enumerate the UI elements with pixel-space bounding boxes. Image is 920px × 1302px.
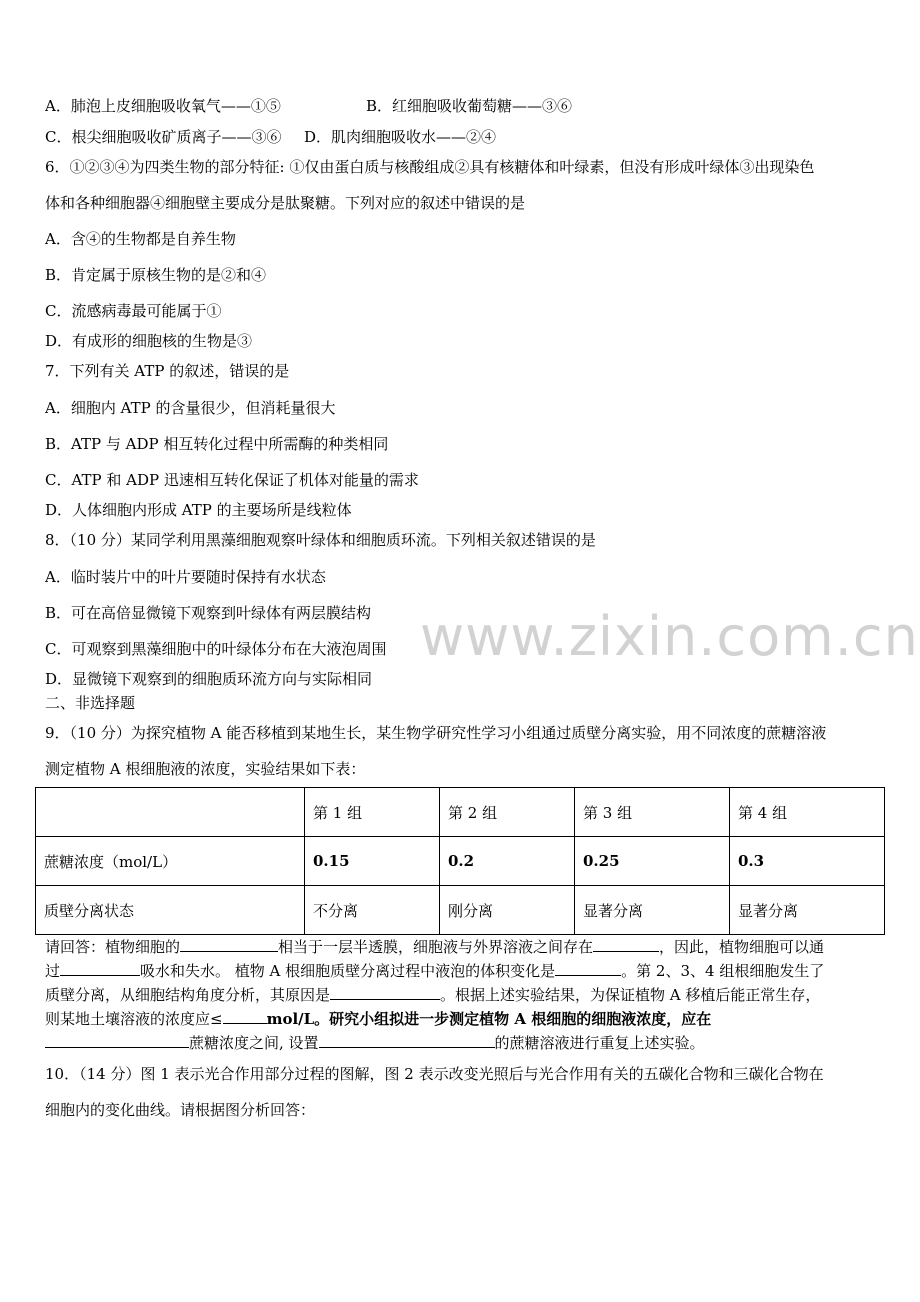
table-cell: 0.25 xyxy=(575,837,730,886)
q5-option-a: A．肺泡上皮细胞吸收氧气——①⑤ xyxy=(45,97,281,115)
section-heading: 二、非选择题 xyxy=(45,694,136,712)
table-cell: 显著分离 xyxy=(730,886,885,935)
q7-option-d: D．人体细胞内形成 ATP 的主要场所是线粒体 xyxy=(45,501,352,519)
answer-blank[interactable] xyxy=(180,937,278,952)
table-header-cell: 第 2 组 xyxy=(440,788,575,837)
q8-option-d: D．显微镜下观察到的细胞质环流方向与实际相同 xyxy=(45,670,373,688)
answer-text: 则某地土壤溶液的浓度应≤ xyxy=(45,1010,223,1028)
watermark: www.zixin.com.cn xyxy=(420,605,919,668)
table-row xyxy=(36,886,885,935)
q9-answer-line2 xyxy=(45,961,824,981)
q9-answer-line3 xyxy=(45,985,820,1005)
q6-option-d: D．有成形的细胞核的生物是③ xyxy=(45,332,253,350)
answer-blank[interactable] xyxy=(330,985,440,1000)
q8-option-a: A．临时装片中的叶片要随时保持有水状态 xyxy=(45,568,326,586)
answer-blank[interactable] xyxy=(319,1033,495,1048)
answer-text: mol/L。研究小组拟进一步测定植物 A 根细胞的细胞液浓度，应在 xyxy=(266,1010,712,1028)
table-cell: 显著分离 xyxy=(575,886,730,935)
q7-option-b: B．ATP 与 ADP 相互转化过程中所需酶的种类相同 xyxy=(45,435,389,453)
q7-stem: 7．下列有关 ATP 的叙述，错误的是 xyxy=(45,362,290,380)
answer-blank[interactable] xyxy=(223,1009,267,1024)
table-cell: 0.15 xyxy=(305,837,440,886)
q6-option-b: B．肯定属于原核生物的是②和④ xyxy=(45,266,267,284)
answer-text: ，因此，植物细胞可以通 xyxy=(659,938,825,956)
answer-text: 吸水和失水。 植物 A 根细胞质壁分离过程中液泡的体积变化是 xyxy=(140,962,556,980)
q7-option-a: A．细胞内 ATP 的含量很少，但消耗量很大 xyxy=(45,399,336,417)
q5-option-d: D．肌肉细胞吸收水——②④ xyxy=(304,128,497,146)
answer-text: 相当于一层半透膜，细胞液与外界溶液之间存在 xyxy=(278,938,594,956)
table-cell: 蔗糖浓度（mol/L） xyxy=(36,837,305,886)
answer-blank[interactable] xyxy=(593,937,659,952)
q6-option-a: A．含④的生物都是自养生物 xyxy=(45,230,236,248)
q7-option-c: C．ATP 和 ADP 迅速相互转化保证了机体对能量的需求 xyxy=(45,471,419,489)
answer-text: 的蔗糖溶液进行重复上述实验。 xyxy=(494,1034,705,1052)
table-header-cell: 第 3 组 xyxy=(575,788,730,837)
table-cell: 不分离 xyxy=(305,886,440,935)
q8-option-c: C．可观察到黑藻细胞中的叶绿体分布在大液泡周围 xyxy=(45,640,387,658)
results-table xyxy=(35,787,885,935)
table-cell: 刚分离 xyxy=(440,886,575,935)
answer-text: 。根据上述实验结果，为保证植物 A 移植后能正常生存， xyxy=(440,986,821,1004)
q10-stem-line2: 细胞内的变化曲线。请根据图分析回答： xyxy=(45,1101,316,1119)
table-header-cell xyxy=(36,788,305,837)
table-header-cell: 第 4 组 xyxy=(730,788,885,837)
q6-stem-line2: 体和各种细胞器④细胞壁主要成分是肽聚糖。下列对应的叙述中错误的是 xyxy=(45,194,526,212)
q9-stem-line1: 9．（10 分）为探究植物 A 能否移植到某地生长，某生物学研究性学习小组通过质壁分离实验，用不同浓度的蔗糖溶液 xyxy=(45,724,827,742)
table-row xyxy=(36,837,885,886)
q6-option-c: C．流感病毒最可能属于① xyxy=(45,302,222,320)
table-cell: 0.3 xyxy=(730,837,885,886)
q5-option-b: B．红细胞吸收葡萄糖——③⑥ xyxy=(366,97,573,115)
answer-text: 质壁分离，从细胞结构角度分析，其原因是 xyxy=(45,986,331,1004)
answer-text: 过 xyxy=(45,962,61,980)
q8-option-b: B．可在高倍显微镜下观察到叶绿体有两层膜结构 xyxy=(45,604,372,622)
answer-text: 请回答：植物细胞的 xyxy=(45,938,181,956)
answer-blank[interactable] xyxy=(60,961,140,976)
q9-answer-line4 xyxy=(45,1009,711,1029)
table-header-cell: 第 1 组 xyxy=(305,788,440,837)
answer-blank[interactable] xyxy=(45,1033,189,1048)
table-cell: 0.2 xyxy=(440,837,575,886)
q9-stem-line2: 测定植物 A 根细胞液的浓度，实验结果如下表： xyxy=(45,760,366,778)
table-cell: 质壁分离状态 xyxy=(36,886,305,935)
table-header-row xyxy=(36,788,885,837)
q8-stem: 8．（10 分）某同学利用黑藻细胞观察叶绿体和细胞质环流。下列相关叙述错误的是 xyxy=(45,531,596,549)
answer-blank[interactable] xyxy=(555,961,621,976)
q9-answer-line1 xyxy=(45,937,824,957)
answer-text: 。第 2、3、4 组根细胞发生了 xyxy=(621,962,825,980)
q10-stem-line1: 10．（14 分）图 1 表示光合作用部分过程的图解，图 2 表示改变光照后与光合作用有关的五碳化合物和三碳化合物在 xyxy=(45,1065,824,1083)
q9-answer-line5 xyxy=(45,1033,705,1053)
q6-stem-line1: 6．①②③④为四类生物的部分特征: ①仅由蛋白质与核酸组成②具有核糖体和叶绿素，但没有形成叶绿体③出现染色 xyxy=(45,158,815,176)
q5-option-c: C．根尖细胞吸收矿质离子——③⑥ xyxy=(45,128,282,146)
answer-text: 蔗糖浓度之间, 设置 xyxy=(189,1034,319,1052)
